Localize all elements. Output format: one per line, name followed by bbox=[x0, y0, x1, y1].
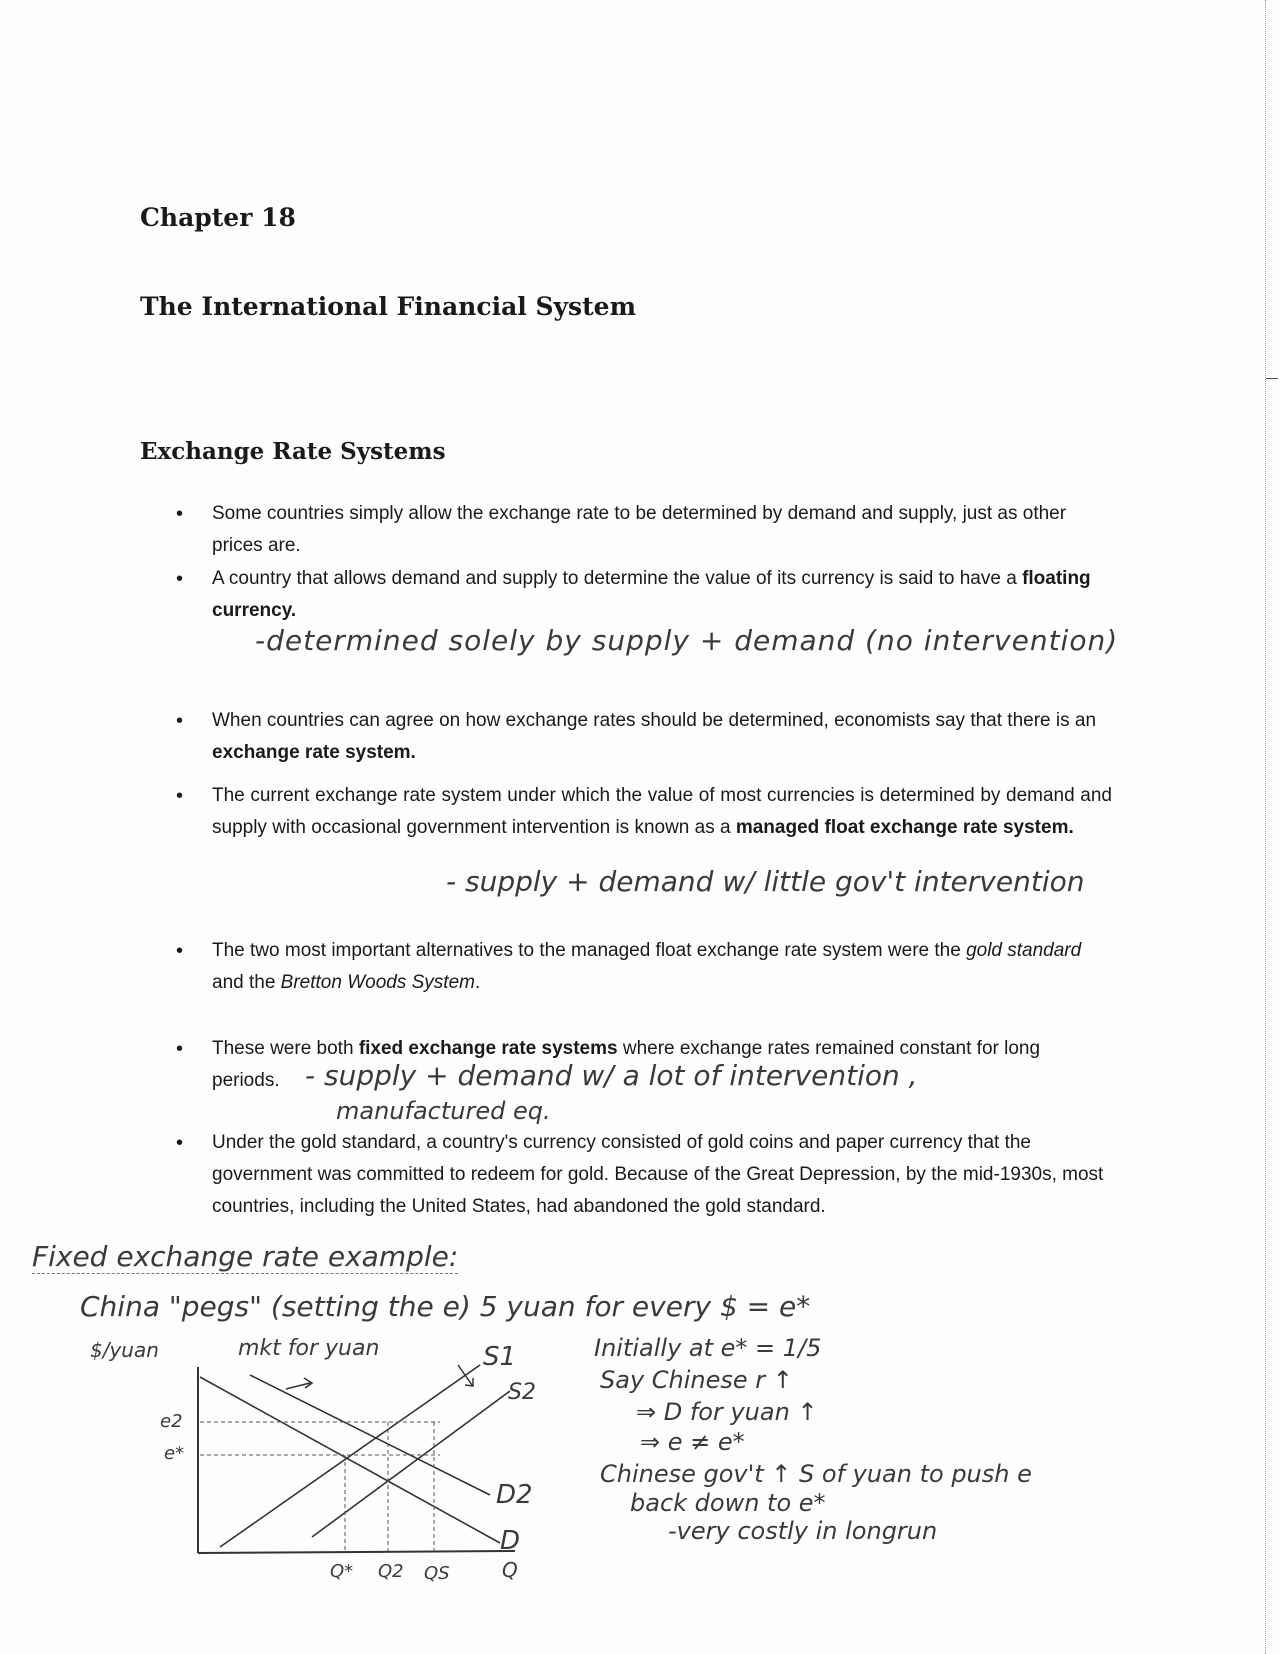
q2-label: Q2 bbox=[378, 1561, 404, 1582]
bullet-item bbox=[212, 1127, 1112, 1223]
bullet-text: These were both bbox=[212, 1038, 359, 1059]
supply-curve-s1 bbox=[220, 1365, 480, 1547]
bullet-bold-term: exchange rate system. bbox=[212, 742, 416, 763]
qs-label: QS bbox=[424, 1563, 450, 1584]
handwritten-note: ⇒ D for yuan ↑ bbox=[636, 1398, 818, 1426]
estar-label: e* bbox=[164, 1443, 185, 1464]
bullet-text: When countries can agree on how exchange rates should be determined, economists say that there is an bbox=[212, 710, 1097, 731]
handwritten-note: back down to e* bbox=[630, 1489, 826, 1517]
bullet-item bbox=[212, 780, 1112, 844]
bullet-text: and the bbox=[212, 972, 281, 993]
bullet-bold-term: fixed exchange rate systems bbox=[358, 1038, 618, 1059]
section-heading: Exchange Rate Systems bbox=[140, 438, 446, 465]
bullet-bold-term: managed float exchange rate system. bbox=[735, 817, 1074, 838]
chapter-heading: Chapter 18 bbox=[140, 203, 296, 232]
bullet-item bbox=[212, 563, 1112, 627]
bullet-text: Some countries simply allow the exchange rate to be determined by demand and supply, just as other prices are. bbox=[212, 503, 1067, 556]
q-axis-label: Q bbox=[502, 1558, 518, 1582]
demand-curve-d2 bbox=[250, 1375, 490, 1495]
bullet-item bbox=[212, 935, 1112, 999]
demand-curve-d bbox=[200, 1377, 500, 1543]
bullet-italic-term: gold standard bbox=[966, 940, 1082, 961]
qstar-label: Q* bbox=[330, 1561, 354, 1582]
chapter-title: The International Financial System bbox=[140, 292, 637, 321]
supply-demand-sketch bbox=[60, 1325, 620, 1595]
bullet-text: . bbox=[474, 972, 481, 993]
scan-mark bbox=[1266, 378, 1278, 379]
e2-label: e2 bbox=[160, 1411, 183, 1432]
handwritten-note: Initially at e* = 1/5 bbox=[594, 1334, 822, 1362]
y-axis-label: $/yuan bbox=[90, 1338, 159, 1362]
handwritten-note: -determined solely by supply + demand (no intervention) bbox=[255, 624, 1119, 657]
bullet-text: Under the gold standard, a country's currency consisted of gold coins and paper currency that the government was committed to redeem for gold. Because of the Great Depression, by the mid-1930s, most countries, including the United States, had abandoned the gold standard. bbox=[212, 1132, 1104, 1217]
handwritten-note: -very costly in longrun bbox=[668, 1517, 938, 1545]
handwritten-note: Say Chinese r ↑ bbox=[600, 1366, 793, 1394]
d-label: D bbox=[500, 1526, 521, 1556]
handwritten-note: ⇒ e ≠ e* bbox=[640, 1428, 745, 1456]
handwritten-heading: Fixed exchange rate example: bbox=[32, 1240, 459, 1273]
handwritten-note: China "pegs" (setting the e) 5 yuan for every $ = e* bbox=[80, 1290, 811, 1323]
s1-label: S1 bbox=[483, 1342, 517, 1372]
bullet-text: The current exchange rate system under which the value of most currencies is determined by demand and supply with occasional government intervention is known as a bbox=[212, 785, 1112, 838]
sketch-svg bbox=[60, 1325, 620, 1595]
bullet-text: The two most important alternatives to the managed float exchange rate system were the bbox=[212, 940, 967, 961]
s2-label: S2 bbox=[508, 1380, 536, 1405]
handwritten-note: Chinese gov't ↑ S of yuan to push e bbox=[600, 1460, 1032, 1488]
bullet-bold-term: floating currency. bbox=[212, 568, 1091, 621]
x-axis bbox=[198, 1551, 515, 1553]
handwritten-note: manufactured eq. bbox=[336, 1097, 551, 1125]
bullet-text: A country that allows demand and supply to determine the value of its currency is said to have a bbox=[212, 568, 1023, 589]
handwritten-note: - supply + demand w/ little gov't intervention bbox=[446, 865, 1085, 898]
d2-label: D2 bbox=[496, 1480, 533, 1510]
bullet-item bbox=[212, 498, 1112, 562]
bullet-italic-term: Bretton Woods System bbox=[280, 972, 475, 993]
bullet-item bbox=[212, 705, 1112, 769]
shift-arrow-icon bbox=[458, 1365, 473, 1386]
bullet-text: where exchange rates remained constant for long periods. bbox=[212, 1038, 1041, 1091]
handwritten-note: - supply + demand w/ a lot of intervention , bbox=[305, 1059, 918, 1092]
shift-arrow-icon bbox=[286, 1378, 312, 1389]
graph-title: mkt for yuan bbox=[238, 1336, 380, 1361]
scan-edge bbox=[1265, 0, 1268, 1654]
